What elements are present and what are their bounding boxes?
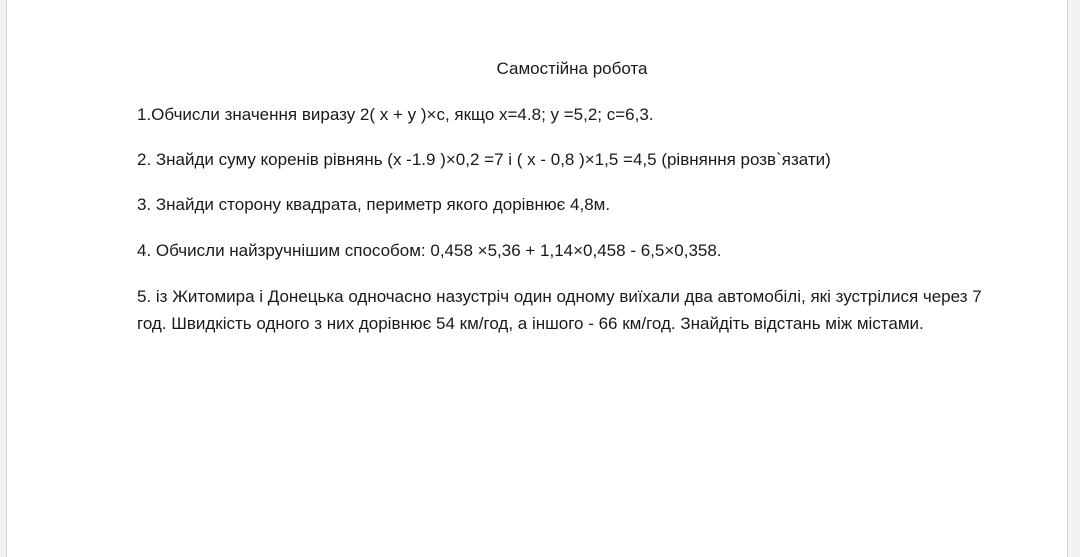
task-3: 3. Знайди сторону квадрата, периметр якого дорівнює 4,8м. bbox=[137, 195, 611, 214]
task-1: 1.Обчисли значення виразу 2( x + y )×c, якщо x=4.8; y =5,2; c=6,3. bbox=[137, 105, 654, 124]
task-4: 4. Обчисли найзручнішим способом: 0,458 ×5,36 + 1,14×0,458 - 6,5×0,358. bbox=[137, 241, 722, 260]
task-5: 5. із Житомира і Донецька одночасно назустріч один одному виїхали два автомобілі, які зустрілися через 7 год. Швидкість одного з них дорівнює 54 км/год, а іншого - 66 км/год. Знайдіть відстань між містами. bbox=[137, 287, 982, 333]
document-page bbox=[6, 0, 1068, 557]
task-2: 2. Знайди суму коренів рівнянь (x -1.9 )×0,2 =7 і ( x - 0,8 )×1,5 =4,5 (рівняння розв`язати) bbox=[137, 150, 831, 169]
document-title: Самостійна робота bbox=[496, 59, 648, 78]
